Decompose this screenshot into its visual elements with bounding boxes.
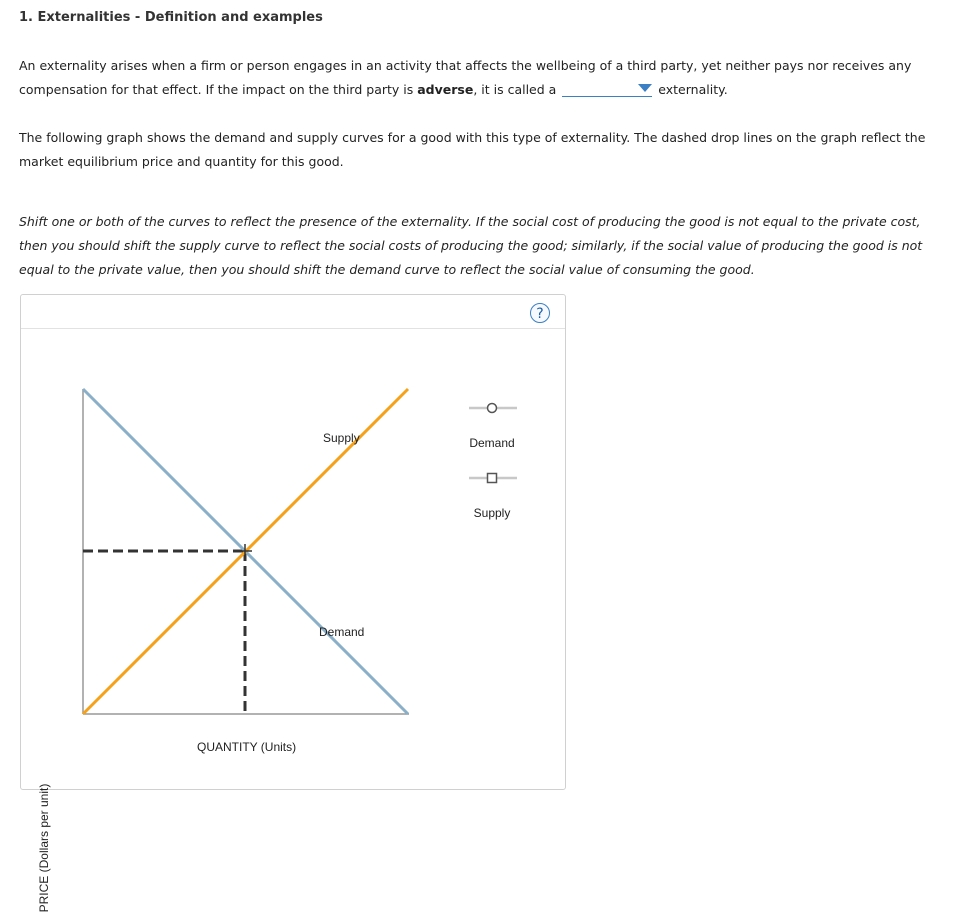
instructions-paragraph: Shift one or both of the curves to reflect the presence of the externality. If the social cost of producing the good is not equal to the private cost, then you should shift the supply curve to reflect the social costs of producing the good; similarly, if the social value of producing the good is not equal to the private value, then you should shift the demand curve to reflect the social value of consuming the good.	[19, 214, 923, 277]
externality-type-dropdown[interactable]	[562, 79, 652, 97]
help-icon[interactable]: ?	[530, 303, 550, 323]
supply-curve-label: Supply	[323, 431, 360, 445]
graph-panel	[20, 294, 566, 913]
bold-word: adverse	[417, 82, 474, 97]
legend-supply-marker[interactable]	[469, 474, 517, 483]
graph-intro-paragraph: The following graph shows the demand and supply curves for a good with this type of externality. The dashed drop lines on the graph reflect the market equilibrium price and quantity for this good.	[19, 130, 926, 169]
intro-paragraph	[19, 54, 934, 102]
intro-text-end: , it is called a	[473, 82, 557, 97]
y-axis-label: PRICE (Dollars per unit)	[37, 783, 51, 913]
graph-canvas	[21, 295, 565, 789]
demand-curve-label: Demand	[319, 625, 365, 639]
legend-demand-marker[interactable]	[469, 404, 517, 413]
after-dropdown-text: externality.	[654, 82, 728, 97]
question-title: 1. Externalities - Definition and examples	[19, 10, 323, 25]
legend-supply-label: Supply	[473, 506, 511, 520]
legend-demand-label: Demand	[469, 436, 515, 450]
chevron-down-icon	[638, 84, 652, 92]
x-axis-label: QUANTITY (Units)	[197, 740, 297, 754]
intro-text: An externality arises when a firm or person engages in an activity that affects the wellbeing of a third party, yet neither pays nor receives any compensation for that effect. If the impact on the third party is	[19, 58, 912, 97]
